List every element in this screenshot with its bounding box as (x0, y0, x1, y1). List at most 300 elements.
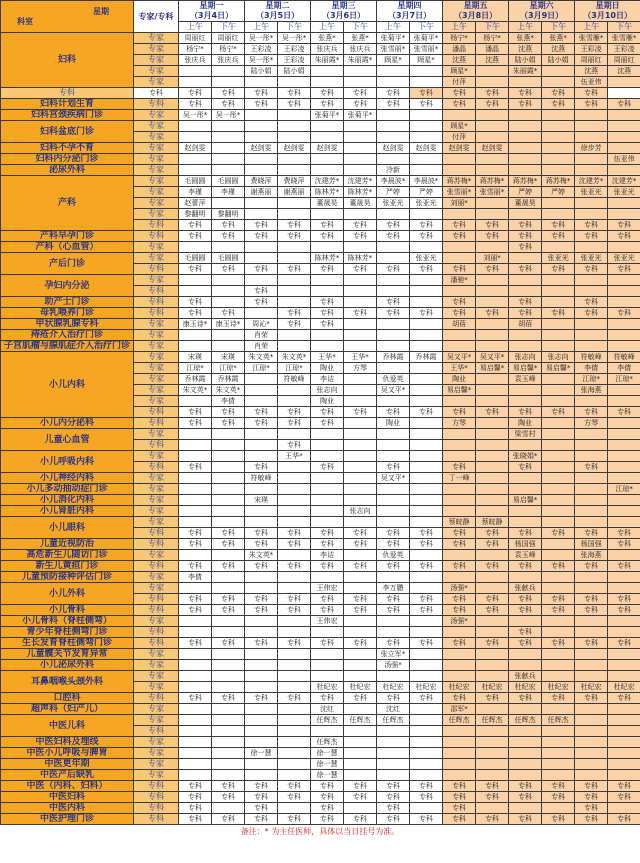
schedule-cell: 胡蓓 (509, 319, 542, 330)
schedule-cell (509, 253, 542, 264)
schedule-cell: 专科 (311, 803, 344, 814)
schedule-cell: 符敏峰 (245, 473, 278, 484)
schedule-cell: 专科 (278, 308, 311, 319)
schedule-cell: 专科 (377, 638, 410, 649)
schedule-cell (443, 484, 476, 495)
schedule-cell: 张志向 (311, 385, 344, 396)
schedule-cell: 李晨波* (410, 176, 443, 187)
schedule-cell: 专科 (245, 693, 278, 704)
schedule-cell: 专科 (509, 88, 542, 99)
schedule-cell: 专科 (608, 781, 640, 792)
schedule-cell (410, 451, 443, 462)
schedule-cell (509, 132, 542, 143)
table-row (1, 792, 640, 803)
schedule-cell (212, 649, 245, 660)
role-cell: 专家 (134, 616, 179, 627)
schedule-cell (509, 649, 542, 660)
role-cell: 专家 (134, 154, 179, 165)
schedule-cell (608, 440, 640, 451)
schedule-cell (608, 429, 640, 440)
schedule-cell: 专科 (212, 528, 245, 539)
department-name: 助产士门诊 (1, 297, 134, 308)
schedule-cell (212, 550, 245, 561)
schedule-cell (245, 704, 278, 715)
schedule-cell: 专科 (575, 407, 608, 418)
schedule-cell: 专科 (134, 88, 179, 99)
schedule-cell: 专科 (542, 308, 575, 319)
schedule-cell (410, 583, 443, 594)
schedule-cell: 肖荣 (245, 341, 278, 352)
schedule-cell (542, 506, 575, 517)
schedule-cell (278, 209, 311, 220)
schedule-cell: 沈燕 (476, 55, 509, 66)
schedule-cell (575, 627, 608, 638)
schedule-cell: 专科 (443, 638, 476, 649)
schedule-cell: 专科 (443, 264, 476, 275)
schedule-cell (278, 473, 311, 484)
schedule-cell: 专科 (608, 407, 640, 418)
schedule-cell (542, 671, 575, 682)
schedule-cell (575, 440, 608, 451)
table-row (1, 649, 640, 660)
schedule-cell: 专科 (443, 308, 476, 319)
role-cell: 专科 (134, 605, 179, 616)
schedule-cell: 张晓娟* (509, 451, 542, 462)
schedule-cell (575, 396, 608, 407)
schedule-cell: 专科 (344, 308, 377, 319)
schedule-cell: 专科 (311, 594, 344, 605)
schedule-cell: 专科 (311, 418, 344, 429)
schedule-cell (509, 275, 542, 286)
schedule-cell (278, 385, 311, 396)
schedule-cell (278, 627, 311, 638)
schedule-cell (443, 649, 476, 660)
schedule-cell: 付萍 (443, 132, 476, 143)
department-name: 妇科盆底门诊 (1, 121, 134, 143)
schedule-cell: 专科 (179, 308, 212, 319)
table-row (1, 616, 640, 627)
schedule-cell: 任辉杰 (443, 715, 476, 726)
schedule-cell: 专科 (344, 781, 377, 792)
schedule-cell: 专科 (344, 231, 377, 242)
schedule-cell (410, 649, 443, 660)
schedule-cell (410, 385, 443, 396)
schedule-cell (509, 165, 542, 176)
schedule-cell (509, 143, 542, 154)
schedule-cell: 专科 (377, 605, 410, 616)
schedule-cell: 沈建芳* (575, 176, 608, 187)
role-cell: 专科 (134, 561, 179, 572)
schedule-cell (179, 627, 212, 638)
schedule-cell: 专科 (509, 242, 542, 253)
schedule-cell (476, 374, 509, 385)
schedule-cell (377, 154, 410, 165)
department-name: 泌尿外科 (1, 165, 134, 176)
schedule-cell: 张志向 (344, 506, 377, 517)
schedule-cell (245, 308, 278, 319)
role-cell: 专家 (134, 176, 179, 187)
schedule-cell (410, 495, 443, 506)
schedule-cell (278, 341, 311, 352)
schedule-cell: 任辉杰 (311, 737, 344, 748)
schedule-cell (542, 737, 575, 748)
schedule-cell: 专科 (278, 528, 311, 539)
schedule-cell (443, 726, 476, 737)
schedule-cell (575, 341, 608, 352)
schedule-cell: 陆小娟 (278, 66, 311, 77)
schedule-cell (212, 506, 245, 517)
schedule-cell (476, 198, 509, 209)
schedule-cell (608, 341, 640, 352)
schedule-cell: 陶业 (311, 396, 344, 407)
schedule-cell: 董晟昊 (344, 198, 377, 209)
schedule-cell (278, 770, 311, 781)
schedule-cell: 专科 (179, 418, 212, 429)
table-row (1, 429, 640, 440)
schedule-cell (476, 748, 509, 759)
schedule-cell: 方琴 (344, 363, 377, 374)
schedule-cell: 易启馨* (476, 363, 509, 374)
schedule-cell: 朱丽霞* (311, 55, 344, 66)
schedule-cell (179, 770, 212, 781)
schedule-cell: 专科 (542, 220, 575, 231)
schedule-cell (377, 286, 410, 297)
schedule-cell: 专科 (344, 814, 377, 825)
schedule-cell (212, 462, 245, 473)
schedule-cell: 汤强* (443, 616, 476, 627)
schedule-cell: 专科 (179, 407, 212, 418)
schedule-cell (542, 154, 575, 165)
schedule-cell (344, 803, 377, 814)
schedule-cell: 吴一彤* (245, 55, 278, 66)
schedule-cell: 专科 (476, 814, 509, 825)
schedule-cell: 专科 (278, 88, 311, 99)
schedule-cell (377, 671, 410, 682)
schedule-cell (278, 484, 311, 495)
schedule-cell: 专科 (212, 539, 245, 550)
day-date: （3月7日） (387, 11, 432, 20)
table-row (1, 418, 640, 429)
schedule-cell: 专科 (377, 781, 410, 792)
schedule-cell (212, 748, 245, 759)
schedule-cell: 专科 (509, 594, 542, 605)
department-name: 口腔科 (1, 693, 134, 704)
schedule-cell: 蒋苏梅* (509, 176, 542, 187)
table-row (1, 473, 640, 484)
schedule-cell: 陈林芳* (311, 187, 344, 198)
schedule-cell (575, 429, 608, 440)
schedule-cell (542, 649, 575, 660)
schedule-cell: 王华* (443, 363, 476, 374)
schedule-cell: 专科 (179, 605, 212, 616)
department-name: 中医护理门诊 (1, 814, 134, 825)
schedule-cell (278, 737, 311, 748)
role-cell: 专科 (134, 462, 179, 473)
schedule-cell: 杜纪宏 (311, 682, 344, 693)
schedule-cell (245, 110, 278, 121)
schedule-cell: 专科 (212, 88, 245, 99)
schedule-cell: 专科 (245, 528, 278, 539)
schedule-cell (509, 726, 542, 737)
schedule-cell (377, 319, 410, 330)
schedule-cell (542, 77, 575, 88)
schedule-cell (542, 319, 575, 330)
role-cell: 专科 (134, 726, 179, 737)
role-cell: 专家 (134, 330, 179, 341)
schedule-cell: 专科 (443, 792, 476, 803)
schedule-cell: 杨宁* (443, 33, 476, 44)
schedule-cell: 陈林芳* (311, 253, 344, 264)
schedule-cell (575, 330, 608, 341)
schedule-cell (245, 572, 278, 583)
schedule-cell (410, 363, 443, 374)
schedule-cell (608, 418, 640, 429)
schedule-cell (377, 132, 410, 143)
schedule-cell: 专科 (212, 418, 245, 429)
schedule-cell (344, 550, 377, 561)
schedule-cell (476, 649, 509, 660)
day-name: 星期日 (595, 1, 620, 10)
schedule-cell (575, 572, 608, 583)
schedule-cell: 吴一彤* (212, 110, 245, 121)
schedule-cell (542, 440, 575, 451)
schedule-cell (245, 583, 278, 594)
schedule-cell: 张海燕 (575, 385, 608, 396)
day-header (377, 1, 443, 22)
table-row (1, 693, 640, 704)
schedule-cell: 专科 (311, 231, 344, 242)
schedule-cell: 赵剑雯 (311, 143, 344, 154)
schedule-cell (278, 165, 311, 176)
schedule-cell: 专科 (278, 319, 311, 330)
schedule-cell: 专科 (278, 814, 311, 825)
schedule-cell (344, 121, 377, 132)
schedule-cell: 专科 (311, 693, 344, 704)
schedule-cell (575, 649, 608, 660)
schedule-cell (608, 759, 640, 770)
schedule-cell (443, 330, 476, 341)
schedule-cell: 专科 (608, 594, 640, 605)
day-header (311, 1, 377, 22)
schedule-cell (443, 737, 476, 748)
schedule-cell: 专科 (608, 638, 640, 649)
schedule-cell: 王华* (278, 451, 311, 462)
schedule-cell (542, 572, 575, 583)
table-row (1, 484, 640, 495)
schedule-cell (476, 286, 509, 297)
schedule-cell: 专科 (311, 638, 344, 649)
schedule-cell: 袁玉峰 (509, 374, 542, 385)
schedule-cell: 专科 (179, 638, 212, 649)
schedule-cell (575, 583, 608, 594)
schedule-cell (608, 143, 640, 154)
schedule-cell: 康玉诗* (212, 319, 245, 330)
schedule-cell: 专科 (278, 418, 311, 429)
schedule-cell: 专科 (245, 99, 278, 110)
schedule-cell: 朱文英* (179, 385, 212, 396)
department-name: 妇科宫颈疾病门诊 (1, 110, 134, 121)
schedule-cell (575, 275, 608, 286)
schedule-cell: 专科 (443, 539, 476, 550)
schedule-cell (575, 506, 608, 517)
schedule-cell: 专科 (344, 220, 377, 231)
schedule-cell (575, 770, 608, 781)
schedule-cell (575, 110, 608, 121)
schedule-cell (476, 297, 509, 308)
day-header (443, 1, 509, 22)
schedule-cell: 朱文英* (212, 385, 245, 396)
schedule-cell: 沈建芳* (311, 176, 344, 187)
schedule-cell (542, 165, 575, 176)
department-name: 儿童预防接种评估门诊 (1, 572, 134, 583)
schedule-header (1, 1, 640, 33)
schedule-cell: 专科 (542, 528, 575, 539)
schedule-cell (245, 649, 278, 660)
department-name: 妇科计划生育 (1, 99, 134, 110)
schedule-cell: 专科 (410, 638, 443, 649)
schedule-cell (377, 363, 410, 374)
corner-top-label: 星期 (93, 6, 109, 16)
schedule-cell: 顾星* (377, 55, 410, 66)
schedule-cell (278, 616, 311, 627)
schedule-cell (410, 286, 443, 297)
table-row (1, 33, 640, 44)
schedule-cell (212, 165, 245, 176)
schedule-cell: 方琴 (575, 418, 608, 429)
schedule-cell: 专科 (377, 792, 410, 803)
schedule-cell (344, 759, 377, 770)
schedule-cell: 专科 (410, 99, 443, 110)
schedule-cell: 专科 (245, 814, 278, 825)
schedule-cell (377, 759, 410, 770)
department-name: 小儿呼吸内科 (1, 451, 134, 473)
role-cell: 专科 (134, 407, 179, 418)
schedule-cell: 杜纪宏 (344, 682, 377, 693)
schedule-cell (410, 473, 443, 484)
schedule-cell (245, 385, 278, 396)
schedule-cell (542, 759, 575, 770)
schedule-cell (542, 297, 575, 308)
schedule-cell: 潘晶 (476, 44, 509, 55)
schedule-cell: 专科 (344, 792, 377, 803)
table-row (1, 748, 640, 759)
schedule-cell (608, 572, 640, 583)
schedule-cell: 江琼* (179, 363, 212, 374)
schedule-cell (476, 451, 509, 462)
schedule-cell: 赵剑雯 (377, 143, 410, 154)
schedule-cell: 专科 (311, 462, 344, 473)
schedule-cell: 易启馨* (542, 363, 575, 374)
schedule-cell (377, 451, 410, 462)
schedule-cell: 专科 (245, 220, 278, 231)
schedule-cell (212, 297, 245, 308)
table-row (1, 176, 640, 187)
schedule-cell: 专科 (608, 231, 640, 242)
department-name: 产后门诊 (1, 253, 134, 275)
schedule-cell (245, 440, 278, 451)
schedule-cell: 宋瑛 (212, 352, 245, 363)
department-name: 小儿泌尿外科 (1, 660, 134, 671)
session-am: 上午 (311, 22, 344, 33)
schedule-cell: 专科 (179, 561, 212, 572)
role-cell: 专家 (134, 209, 179, 220)
schedule-cell: 李倩 (179, 572, 212, 583)
schedule-cell: 李诘 (311, 550, 344, 561)
schedule-cell: 专科 (278, 638, 311, 649)
schedule-cell (278, 759, 311, 770)
schedule-cell: 杜纪宏 (575, 682, 608, 693)
schedule-cell: 专科 (542, 264, 575, 275)
schedule-cell: 专科 (542, 781, 575, 792)
session-pm: 下午 (212, 22, 245, 33)
schedule-cell: 专科 (212, 814, 245, 825)
schedule-cell (509, 660, 542, 671)
department-name: 中医儿科 (1, 715, 134, 737)
schedule-cell (443, 440, 476, 451)
schedule-cell (575, 154, 608, 165)
schedule-cell: 赵剑雯 (410, 143, 443, 154)
schedule-cell (245, 737, 278, 748)
table-row (1, 341, 640, 352)
department-name: 小儿消化内科 (1, 495, 134, 506)
schedule-cell (575, 495, 608, 506)
schedule-cell (509, 517, 542, 528)
schedule-cell: 专科 (212, 693, 245, 704)
schedule-cell: 专科 (278, 693, 311, 704)
schedule-cell (476, 66, 509, 77)
schedule-cell (542, 627, 575, 638)
schedule-cell (608, 121, 640, 132)
corner-cell (1, 1, 134, 33)
schedule-cell: 符敏峰 (575, 352, 608, 363)
schedule-cell: 王华* (344, 352, 377, 363)
schedule-cell (245, 726, 278, 737)
schedule-cell (410, 396, 443, 407)
schedule-cell (410, 418, 443, 429)
schedule-cell: 专科 (509, 693, 542, 704)
schedule-cell: 张献兵 (509, 583, 542, 594)
role-cell: 专科 (134, 231, 179, 242)
schedule-cell (542, 748, 575, 759)
department-name: 中医妇科及埋线 (1, 737, 134, 748)
department-name: 妇科内分泌门诊 (1, 154, 134, 165)
schedule-cell: 伍亚伟 (608, 154, 640, 165)
schedule-cell (278, 715, 311, 726)
schedule-cell (476, 209, 509, 220)
schedule-cell (212, 66, 245, 77)
schedule-cell: 严婷 (509, 187, 542, 198)
schedule-cell (212, 803, 245, 814)
schedule-cell (476, 440, 509, 451)
schedule-cell (212, 737, 245, 748)
table-row (1, 451, 640, 462)
schedule-cell: 张菊平* (410, 33, 443, 44)
table-row (1, 308, 640, 319)
schedule-cell: 专科 (608, 264, 640, 275)
schedule-cell: 沈燕 (542, 44, 575, 55)
role-cell: 专科 (1, 88, 134, 99)
department-name: 孕妇内分泌 (1, 275, 134, 297)
schedule-cell: 王彩凌 (245, 44, 278, 55)
schedule-cell: 张燕* (311, 33, 344, 44)
schedule-cell (608, 451, 640, 462)
schedule-cell (509, 110, 542, 121)
schedule-cell: 专科 (245, 231, 278, 242)
schedule-cell: 赵剑雯 (278, 143, 311, 154)
schedule-cell: 专科 (212, 220, 245, 231)
schedule-cell: 专科 (509, 264, 542, 275)
table-row (1, 121, 640, 132)
